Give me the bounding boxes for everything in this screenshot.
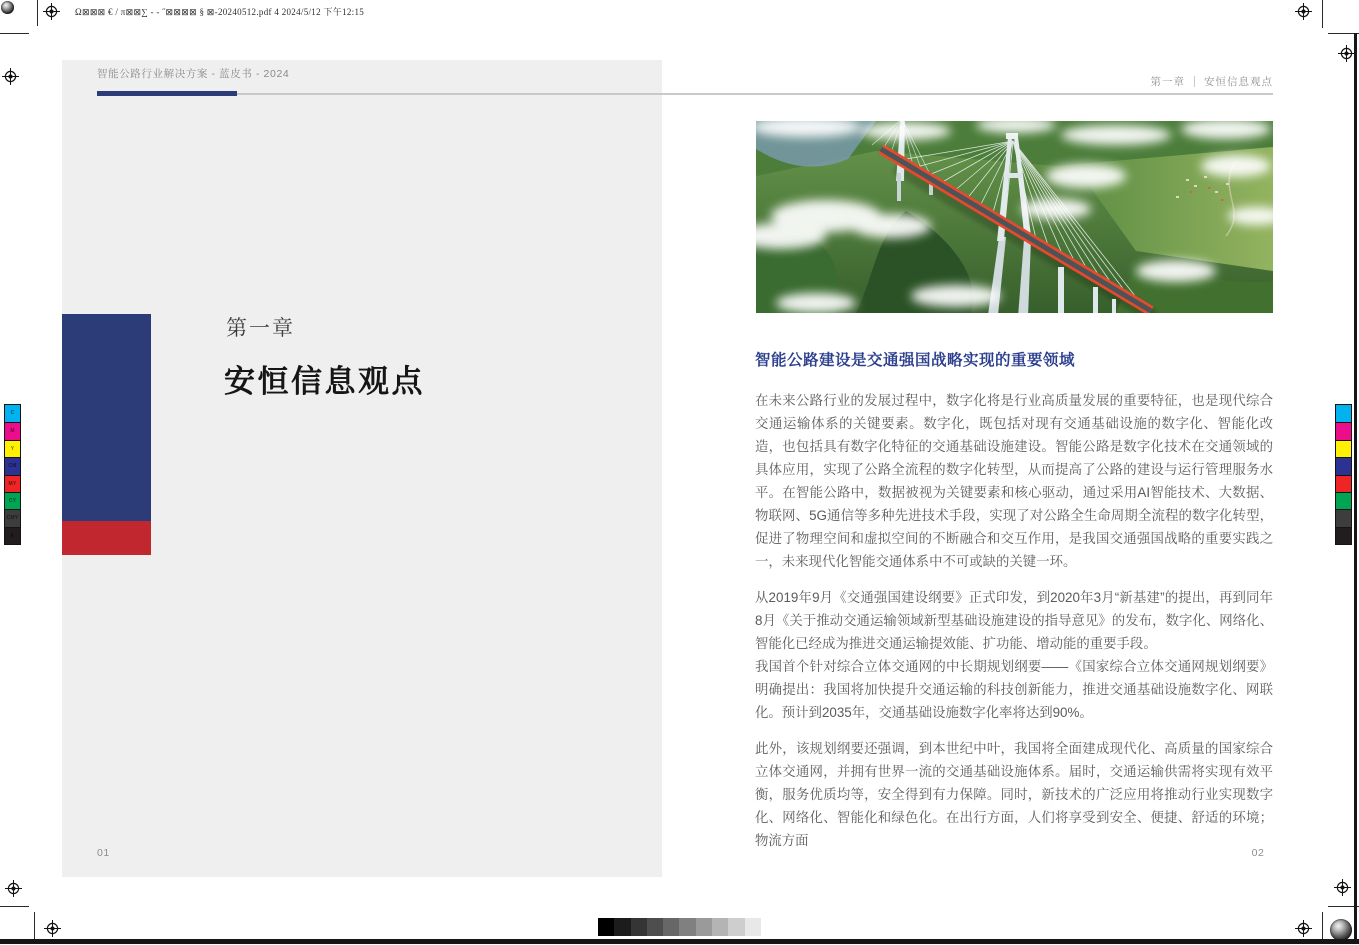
registration-ball-icon	[1, 1, 14, 14]
bridge-photo	[756, 121, 1273, 313]
left-color-bar	[4, 404, 21, 545]
chapter-color-block	[62, 314, 151, 555]
color-patch-my: MY	[5, 475, 20, 492]
registration-ball-icon	[1330, 919, 1352, 941]
chapter-block-blue	[62, 314, 151, 521]
crosshair-registration-icon	[1334, 879, 1351, 896]
grayscale-patch-1	[614, 918, 630, 936]
crosshair-registration-icon	[5, 880, 22, 897]
trim-mark	[1322, 912, 1323, 939]
section-heading: 智能公路建设是交通强国战略实现的重要领域	[755, 352, 1076, 369]
color-patch-m	[1336, 422, 1351, 439]
color-patch-cy	[1336, 492, 1351, 509]
grayscale-patch-8	[728, 918, 744, 936]
paragraph: 我国首个针对综合立体交通网的中长期规划纲要——《国家综合立体交通网规划纲要》明确提出：我国将加快提升交通运输的科技创新能力，推进交通基础设施数字化、网联化。预计到2035年，交通基础设施数字化率将达到90%。	[755, 659, 1273, 720]
right-header-section: 安恒信息观点	[1204, 76, 1273, 88]
crosshair-registration-icon	[1295, 920, 1312, 937]
grayscale-patch-5	[679, 918, 695, 936]
paragraph: 从2019年9月《交通强国建设纲要》正式印发，到2020年3月“新基建”的提出，再到同年8月《关于推动交通运输领域新型基础设施建设的指导意见》的发布，数字化、网络化、智能化已经成为推进交通运输提效能、扩功能、增动能的重要手段。	[755, 590, 1273, 651]
grayscale-step-wedge	[598, 918, 761, 936]
color-patch-cy: CY	[5, 492, 20, 509]
right-color-bar	[1335, 404, 1352, 545]
header-rule-accent	[97, 91, 237, 96]
right-running-header	[1151, 74, 1274, 89]
paragraph: 在未来公路行业的发展过程中，数字化将是行业高质量发展的重要特征，也是现代综合交通运输体系的关键要素。数字化，既包括对现有交通基础设施的数字化、智能化改造，也包括具有数字化特征的交通基础设施建设。智能公路是数字化技术在交通领域的具体应用，实现了公路全流程的数字化转型，从而提高了公路的建设与运行管理服务水平。在智能公路中，数据被视为关键要素和核心驱动，通过采用AI智能技术、大数据、物联网、5G通信等多种先进技术手段，实现了对公路全生命周期全流程的数字化转型，促进了物理空间和虚拟空间的不断融合和交互作用，是我国交通强国战略的重要实践之一，未来现代化智能交通体系中不可或缺的关键一环。	[755, 393, 1273, 569]
grayscale-patch-3	[647, 918, 663, 936]
color-patch-k: K	[5, 527, 20, 544]
crosshair-registration-icon	[2, 68, 19, 85]
color-patch-y: Y	[5, 440, 20, 457]
grayscale-patch-7	[712, 918, 728, 936]
trim-mark	[0, 33, 29, 34]
chapter-title: 安恒信息观点	[224, 364, 425, 399]
crosshair-registration-icon	[44, 920, 61, 937]
chapter-block-red	[62, 521, 151, 555]
color-patch-cmy: CMY	[5, 509, 20, 526]
page-number-right: 02	[1251, 847, 1265, 859]
sheet-right-border	[1354, 33, 1357, 943]
color-patch-c	[1336, 405, 1351, 422]
left-page	[62, 60, 662, 877]
crosshair-registration-icon	[43, 3, 60, 20]
color-patch-my	[1336, 475, 1351, 492]
right-header-chapter: 第一章	[1150, 76, 1185, 88]
header-rule	[97, 93, 1273, 95]
trim-mark	[37, 0, 38, 26]
color-patch-cm: CM	[5, 457, 20, 474]
color-patch-y	[1336, 440, 1351, 457]
color-patch-cm	[1336, 457, 1351, 474]
grayscale-patch-4	[663, 918, 679, 936]
grayscale-patch-9	[745, 918, 761, 936]
color-patch-c: C	[5, 405, 20, 422]
color-patch-cmy	[1336, 509, 1351, 526]
trim-mark	[0, 906, 29, 907]
crosshair-registration-icon	[1338, 45, 1355, 62]
color-patch-k	[1336, 527, 1351, 544]
color-patch-m: M	[5, 422, 20, 439]
crosshair-registration-icon	[1295, 3, 1312, 20]
paragraph: 此外，该规划纲要还强调，到本世纪中叶，我国将全面建成现代化、高质量的国家综合立体交通网，并拥有世界一流的交通基础设施体系。届时，交通运输供需将实现有效平衡，服务优质均等，安全得到有力保障。同时，新技术的广泛应用将推动行业实现数字化、网络化、智能化和绿色化。在出行方面，人们将享受到安全、便捷、舒适的环境；物流方面	[755, 741, 1273, 848]
sheet-bottom-border	[0, 939, 1359, 944]
grayscale-patch-0	[598, 918, 614, 936]
trim-mark	[1322, 0, 1323, 28]
grayscale-patch-2	[631, 918, 647, 936]
header-separator	[1194, 76, 1195, 87]
left-running-header: 智能公路行业解决方案 - 蓝皮书 - 2024	[97, 68, 290, 80]
body-text	[755, 389, 1273, 865]
page-number-left: 01	[97, 847, 110, 859]
trim-mark	[34, 912, 35, 939]
grayscale-patch-6	[696, 918, 712, 936]
chapter-number-label: 第一章	[226, 317, 295, 340]
print-slug-line: Ω⊠⊠⊠ € / π⊠⊠∑ - - ˝⊠⊠⊠⊠ § ⊠-20240512.pdf 4 2024/5/12 下午12:15	[75, 7, 365, 17]
